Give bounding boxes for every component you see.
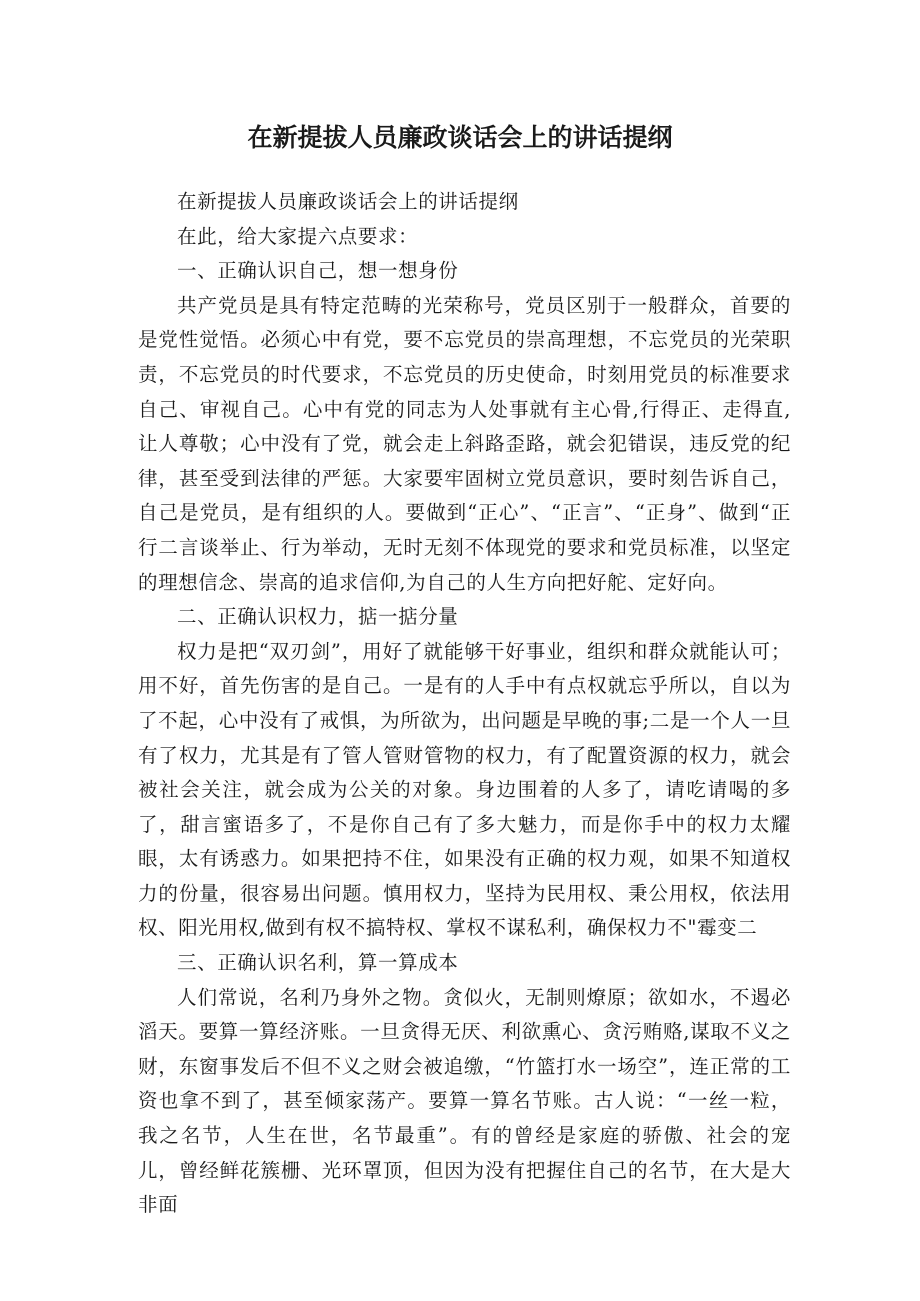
- paragraph-intro: 在此，给大家提六点要求：: [177, 224, 419, 248]
- paragraph-section-3: 人们常说，名利乃身外之物。贪似火，无制则燎原；欲如水，不遏必滔天。要算一算经济账。一旦贪得无厌、利欲熏心、贪污贿赂,谋取不义之财，东窗事发后不但不义之财会被追缴，“竹篮打水一场空”，连正常的工资也拿不到了，甚至倾家荡产。要算一算名节账。古人说：“一丝一粒，我之名节，人生在世，名节最重”。有的曾经是家庭的骄傲、社会的宠儿，曾经鲜花簇栅、光环罩顶，但因为没有把握住自己的名节，在大是大非面: [138, 985, 791, 1217]
- section-heading-2: 二、正确认识权力，掂一掂分量: [177, 605, 459, 629]
- paragraph-section-2: 权力是把“双刃剑”，用好了就能够干好事业，组织和群众就能认可；用不好，首先伤害的是自己。一是有的人手中有点权就忘乎所以，自以为了不起，心中没有了戒惧，为所欲为，出问题是早晚的事;二是一个人一旦有了权力，尤其是有了管人管财管物的权力，有了配置资源的权力，就会被社会关注，就会成为公关的对象。身边围着的人多了，请吃请喝的多了，甜言蜜语多了，不是你自己有了多大魅力，而是你手中的权力太耀眼，太有诱惑力。如果把持不住，如果没有正确的权力观，如果不知道权力的份量，很容易出问题。慎用权力，坚持为民用权、秉公用权，依法用权、阳光用权,做到有权不搞特权、掌权不谋私利，确保权力不"霉变二: [138, 639, 791, 940]
- section-heading-1: 一、正确认识自己，想一想身份: [177, 259, 459, 283]
- document-title: 在新提拔人员廉政谈话会上的讲话提纲: [247, 123, 673, 152]
- section-heading-3: 三、正确认识名利，算一算成本: [177, 951, 459, 975]
- paragraph-section-1: 共产党员是具有特定范畴的光荣称号，党员区别于一般群众，首要的是党性觉悟。必须心中有党，要不忘党员的崇高理想，不忘党员的光荣职责，不忘党员的时代要求，不忘党员的历史使命，时刻用党员的标准要求自己、审视自己。心中有党的同志为人处事就有主心骨,行得正、走得直,让人尊敬；心中没有了党，就会走上斜路歪路，就会犯错误，违反党的纪律，甚至受到法律的严惩。大家要牢固树立党员意识，要时刻告诉自己，自己是党员，是有组织的人。要做到“正心”、“正言”、“正身”、做到“正行二言谈举止、行为举动，无时无刻不体现党的要求和党员标准，以坚定的理想信念、崇高的追求信仰,为自己的人生方向把好舵、定好向。: [138, 293, 791, 594]
- paragraph-subtitle: 在新提拔人员廉政谈话会上的讲话提纲: [177, 190, 519, 213]
- document-body: [138, 185, 791, 1223]
